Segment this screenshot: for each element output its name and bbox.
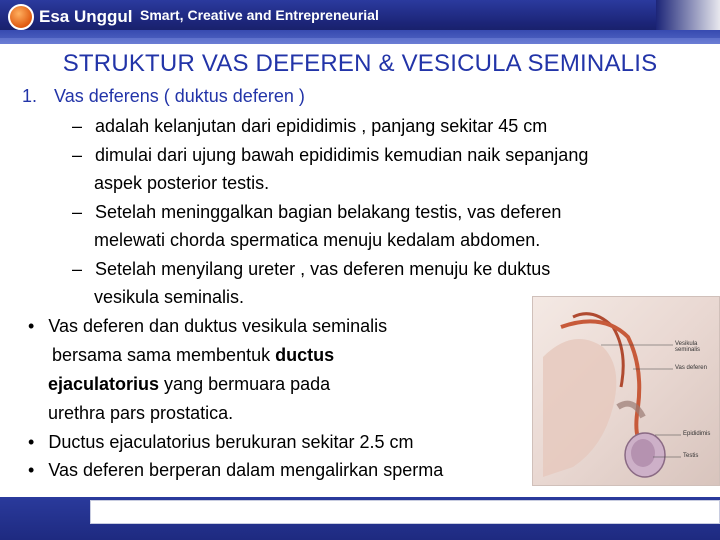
- bullet-3: [28, 460, 443, 481]
- logo-emblem-icon: [8, 4, 34, 30]
- figure-label-vesicula: Vesikula seminalis: [675, 341, 701, 353]
- figure-label-testis: Testis: [683, 453, 699, 459]
- bullet-1-cont-b: [48, 374, 330, 395]
- university-logo: [8, 4, 133, 30]
- header-swoosh: [0, 30, 720, 44]
- subitem-3-cont: melewati chorda spermatica menuju kedalam abdomen.: [94, 230, 541, 250]
- subitem-3: [72, 202, 561, 223]
- bullet-text: Ductus ejaculatorius berukuran sekitar 2.5 cm: [48, 432, 414, 452]
- subitem-text: Setelah meninggalkan bagian belakang testis, vas deferen: [95, 202, 562, 222]
- bullet-mark: •: [28, 432, 35, 452]
- footer-panel: [90, 500, 720, 524]
- figure-label-epididimis: Epididimis: [683, 431, 711, 437]
- bullet-mark: •: [28, 316, 35, 336]
- dash-mark: –: [72, 116, 83, 136]
- bullet-text: yang bermuara pada: [159, 374, 331, 394]
- section-heading: [22, 86, 305, 107]
- bullet-text: Vas deferen berperan dalam mengalirkan sperma: [48, 460, 444, 480]
- slide-title: STRUKTUR VAS DEFEREN & VESICULA SEMINALIS: [62, 50, 658, 77]
- bullet-2: [28, 432, 414, 453]
- header-tagline: Smart, Creative and Entrepreneurial: [140, 7, 379, 23]
- figure-label-vas: Vas deferen: [675, 365, 707, 371]
- subitem-4: [72, 259, 550, 280]
- dash-mark: –: [72, 145, 83, 165]
- bullet-1-cont-a: [52, 345, 334, 366]
- subitem-4-cont: vesikula seminalis.: [94, 287, 245, 307]
- dash-mark: –: [72, 202, 83, 222]
- subitem-1: [72, 116, 547, 137]
- dash-mark: –: [72, 259, 83, 279]
- bullet-mark: •: [28, 460, 35, 480]
- logo-text: Esa Unggul: [39, 7, 133, 26]
- subitem-text: Setelah menyilang ureter , vas deferen menuju ke duktus: [95, 259, 551, 279]
- header-corner: [656, 0, 720, 30]
- subitem-2: [72, 145, 588, 166]
- bullet-text-bold: ductus: [275, 345, 335, 365]
- section-heading-text: Vas deferens ( duktus deferen ): [54, 86, 305, 106]
- bullet-1-cont-c: urethra pars prostatica.: [48, 403, 234, 423]
- bullet-text: Vas deferen dan duktus vesikula seminalis: [48, 316, 388, 336]
- bullet-text-bold: ejaculatorius: [48, 374, 160, 394]
- bullet-1: [28, 316, 387, 337]
- subitem-2-cont: aspek posterior testis.: [94, 173, 270, 193]
- subitem-text: dimulai dari ujung bawah epididimis kemudian naik sepanjang: [95, 145, 589, 165]
- anatomy-illustration: [532, 296, 720, 486]
- subitem-text: adalah kelanjutan dari epididimis , panjang sekitar 45 cm: [95, 116, 548, 136]
- bullet-text: bersama sama membentuk: [52, 345, 276, 365]
- section-number: 1.: [22, 86, 38, 106]
